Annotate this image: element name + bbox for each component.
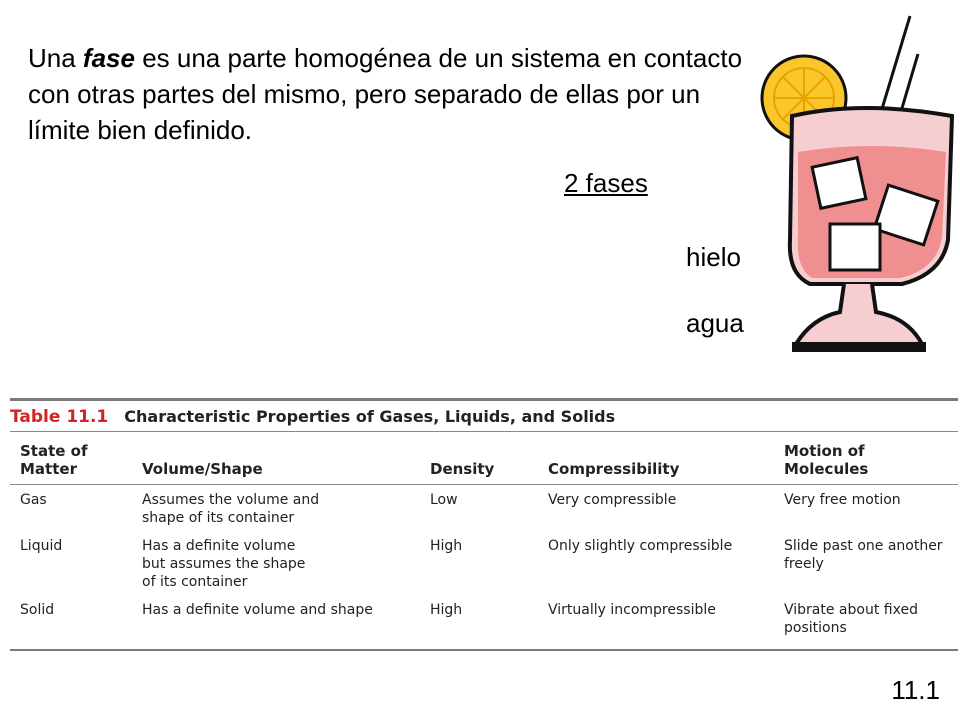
cell-state: Gas: [20, 492, 47, 508]
drink-illustration: [752, 12, 960, 360]
phase-count: 2 fases: [564, 168, 648, 198]
table-head-row: [10, 432, 958, 485]
cell-motion: Very free motion: [784, 492, 901, 508]
cell-volume: Has a definite volume and shape: [132, 595, 420, 650]
table-row: [10, 595, 958, 650]
cell-volume: Assumes the volume and shape of its container: [142, 492, 320, 526]
table-row: [10, 531, 958, 595]
cell-volume: Has a definite volume but assumes the shape of its container: [142, 538, 306, 590]
glass-stem: [796, 284, 922, 344]
table-title: Characteristic Properties of Gases, Liquids, and Solids: [124, 407, 616, 426]
properties-table: [10, 398, 958, 651]
cell-state: Liquid: [20, 538, 63, 554]
phase-value-liquid: agua: [686, 308, 744, 338]
glass-base: [792, 342, 926, 352]
phase-value-solid: hielo: [686, 242, 741, 272]
cell-compressibility: Only slightly compressible: [548, 538, 733, 554]
cell-density: Low: [430, 492, 458, 508]
table-tag: Table 11.1: [10, 407, 109, 427]
definition-text: Una fase es una parte homogénea de un sistema en contacto con otras partes del mismo, pero separado de ellas por un límite bien definido.: [28, 43, 743, 145]
cell-motion: Vibrate about fixed positions: [774, 595, 958, 650]
cell-density: High: [430, 538, 463, 554]
cell-compressibility: Very compressible: [548, 492, 677, 508]
col-header-volume: Volume/Shape: [132, 432, 420, 485]
cell-compressibility: Virtually incompressible: [538, 595, 774, 650]
slide-number: 11.1: [891, 675, 940, 705]
table-row: [10, 485, 958, 532]
term-fase: fase: [82, 43, 135, 73]
col-header-compressibility: Compressibility: [538, 432, 774, 485]
col-header-motion: Motion of Molecules: [774, 432, 958, 485]
col-header-state: State of Matter: [10, 432, 132, 485]
table-header: [10, 398, 958, 432]
col-header-density: Density: [420, 432, 538, 485]
cell-motion: Slide past one another freely: [784, 538, 943, 572]
cell-state: Solid: [10, 595, 132, 650]
cell-density: High: [420, 595, 538, 650]
